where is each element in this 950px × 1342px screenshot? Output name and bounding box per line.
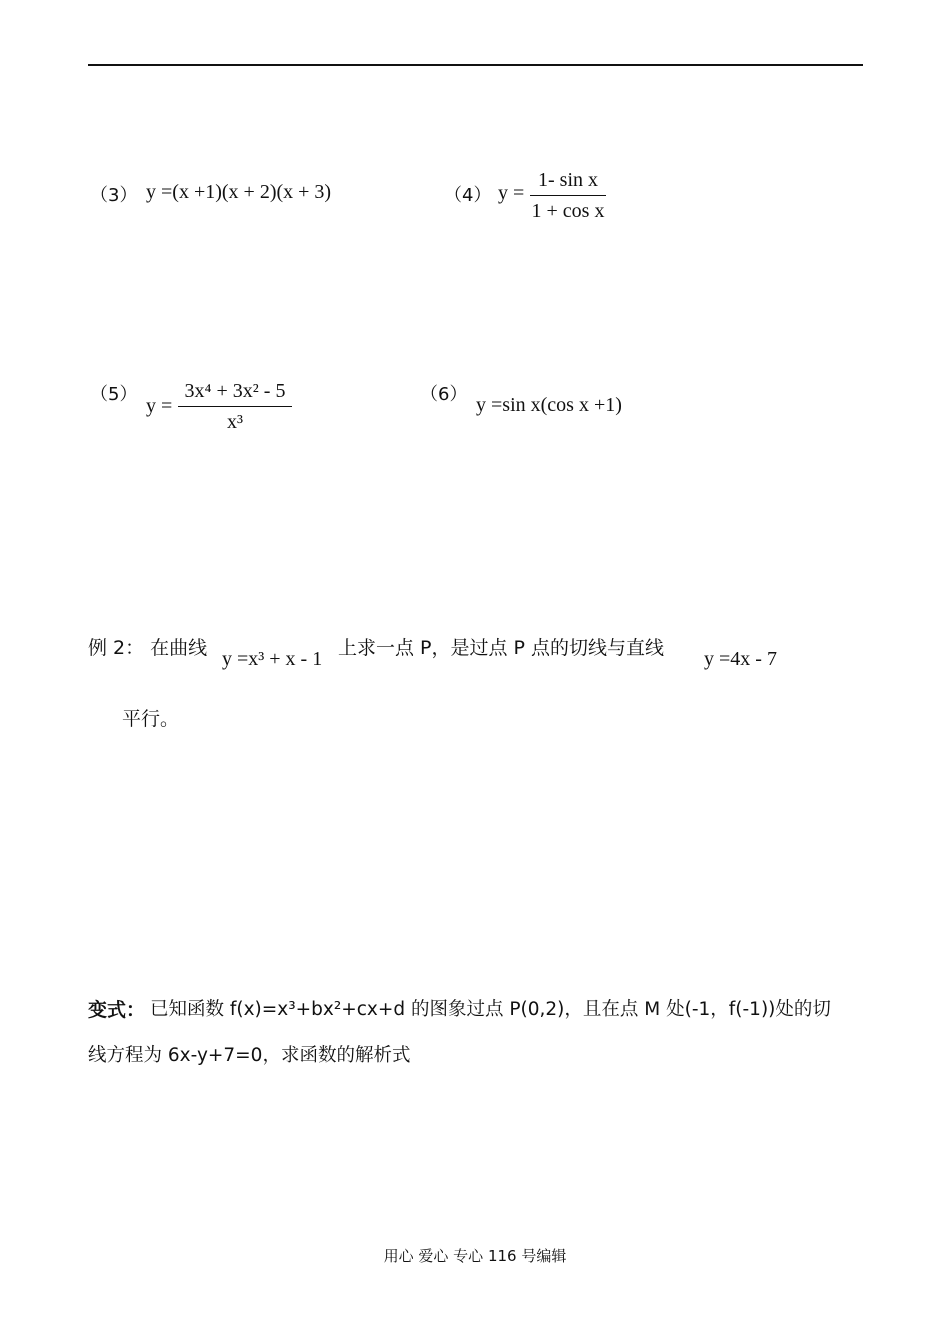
problem-5-numerator: 3x⁴ + 3x² - 5 [184,380,286,402]
problem-3-formula: y =(x +1)(x + 2)(x + 3) [146,181,332,203]
problem-5-denominator: x³ [227,411,243,433]
problem-4-label: （4） [444,185,492,206]
fraction-bar [530,195,606,196]
problem-5-label: （5） [90,384,138,405]
example-2-mid: 上求一点 P，是过点 P 点的切线与直线 [338,637,665,659]
problem-6-label: （6） [420,384,468,405]
fraction-bar [178,406,292,407]
variant-line-2: 线方程为 6x-y+7=0，求函数的解析式 [88,1045,411,1066]
problem-6-formula: y =sin x(cos x +1) [476,394,622,416]
example-2-line: y =4x - 7 [704,648,777,670]
problem-4-fraction [530,168,606,223]
page-footer: 用心 爱心 专心 116 号编辑 [383,1247,567,1265]
variant-line-1: 已知函数 f(x)=x³+bx²+cx+d 的图象过点 P(0,2)，且在点 M 处(-1，f(-1))处的切 [150,999,831,1020]
problem-5-fraction [178,379,292,434]
example-2-lead: 例 2： 在曲线 [88,637,208,659]
example-2-tail: 平行。 [122,708,180,730]
problem-4-lhs: y = [498,182,525,204]
problem-4-denominator: 1 + cos x [531,200,605,222]
header-rule [88,64,863,66]
variant-title: 变式： [88,999,146,1021]
example-2-curve: y =x³ + x - 1 [222,648,323,670]
problem-5-lhs: y = [146,395,173,417]
problem-3-label: （3） [90,185,138,206]
problem-4-numerator: 1- sin x [538,169,598,191]
